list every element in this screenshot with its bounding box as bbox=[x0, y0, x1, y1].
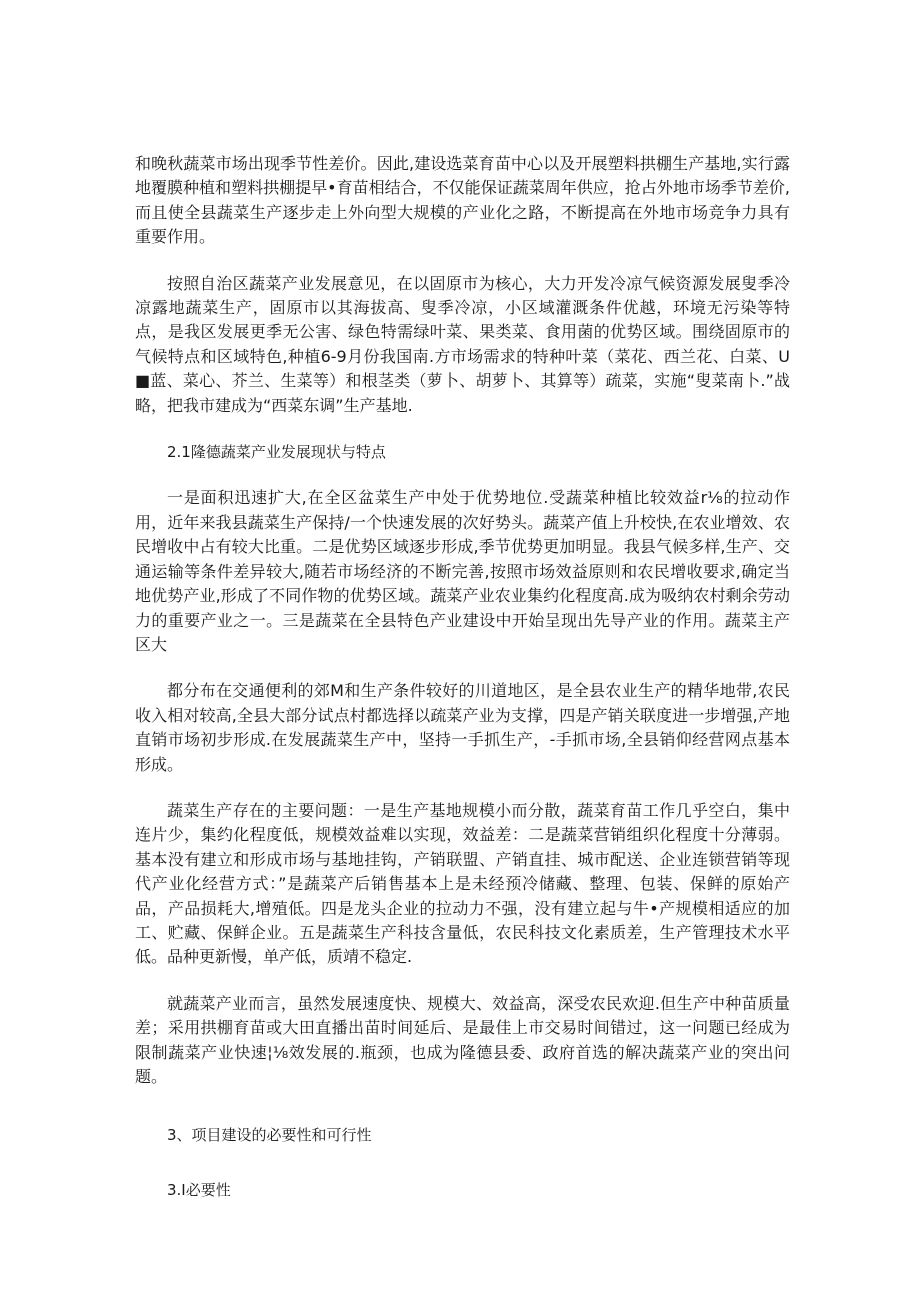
paragraph-main-problems: 蔬菜生产存在的主要问题：一是生产基地规模小而分散，蔬菜育苗工作几乎空白，集中连片少，集约化程度低，规模效益难以实现，效益差：二是蔬菜营销组织化程度十分薄弱。基本没有建立和形成市场与基地挂钩，产销联盟、产销直挂、城市配送、企业连锁营销等现代产业化经营方式：”是蔬菜产后销售基本上是未经预冷储藏、整理、包装、保鲜的原始产品，产品损耗大,增殖低。四是龙头企业的拉动力不强，没有建立起与牛•产规模相适应的加工、贮藏、保鲜企业。五是蔬菜生产科技含量低，农民科技文化素质差，生产管理技术水平低。品种更新慢，单产低，质靖不稳定. bbox=[135, 800, 790, 967]
document-page bbox=[135, 152, 790, 1224]
paragraph-distribution: 都分布在交通便利的郊M和生产条件较好的川道地区，是全县农业生产的精华地带,农民收入相对较高,全县大部分试点村都选择以疏菜产业为支撑，四是产销关联度进一步增强,产地直销市场初步形成.在发展蔬菜生产中，坚持一手抓生产，-手抓市场,全县销仰经营网点基本形成。 bbox=[135, 681, 790, 774]
section-heading-3-1: 3.I必要性 bbox=[167, 1180, 231, 1199]
paragraph-seedling-bottleneck: 就蔬菜产业而言，虽然发展速度快、规模大、效益高，深受农民欢迎.但生产中种苗质量差；采用拱棚育苗或大田直播出苗时间延后、是最佳上市交易时间错过，这一问题已经成为限制蔬菜产业快速¦⅛效发展的.瓶颈，也成为隆德县委、政府首选的解决蔬菜产业的突出问题。 bbox=[135, 993, 790, 1086]
paragraph-status-features: 一是面积迅速扩大,在全区盆菜生产中处于优势地位.受蔬菜种植比较效益r⅛的拉动作用，近年来我县蔬菜生产保持/一个快速发展的次好势头。蔬菜产值上升校快,在农业增效、农民增收中占有较大比重。二是优势区域逐步形成,季节优势更加明显。我县气候多样,生产、交通运输等条件差异较大,随若市场经济的不断完善,按照市场效益原则和农民增收要求,确定当地优势产业,形成了不同作物的优势区域。蔬菜产业农业集约化程度高.成为吸纳农村剩余劳动力的重要产业之一。三是蔬菜在全县特色产业建设中开始呈现出先导产业的作用。蔬菜主产区大 bbox=[135, 488, 790, 654]
paragraph-intro-continued: 和晚秋蔬菜市场出现季节性差价。因此,建设选菜育苗中心以及开展塑料拱棚生产基地,实行露地覆膜种植和塑料拱棚提早•育苗相结合，不仅能保证蔬菜周年供应，抢占外地市场季节差价,而且使全县蔬菜生产逐步走上外向型大规模的产业化之路，不断提高在外地市场竞争力具有重要作用。 bbox=[135, 154, 790, 247]
paragraph-guyuan-plan: 按照自治区蔬菜产业发展意见，在以固原市为核心，大力开发冷凉气候资源发展叟季冷凉露地蔬菜生产，固原市以其海拔高、叟季冷凉，小区域灌溉条件优越，环境无污染等特点，是我区发展更季无公害、绿色特需绿叶菜、果类菜、食用菌的优势区域。围绕固原市的气候特点和区域特色,种植6-9月份我国南.方市场需求的特种叶菜（菜花、西兰花、白菜、U■蓝、菜心、芥兰、生菜等）和根茎类（萝卜、胡萝卜、其算等）疏菜，实施“叟菜南卜.”战略，把我市建成为“西菜东调”生产基地. bbox=[135, 273, 790, 415]
section-heading-3: 3、项目建设的必要性和可行性 bbox=[167, 1126, 372, 1145]
section-heading-2-1: 2.1隆德蔬菜产业发展现状与特点 bbox=[167, 443, 386, 462]
